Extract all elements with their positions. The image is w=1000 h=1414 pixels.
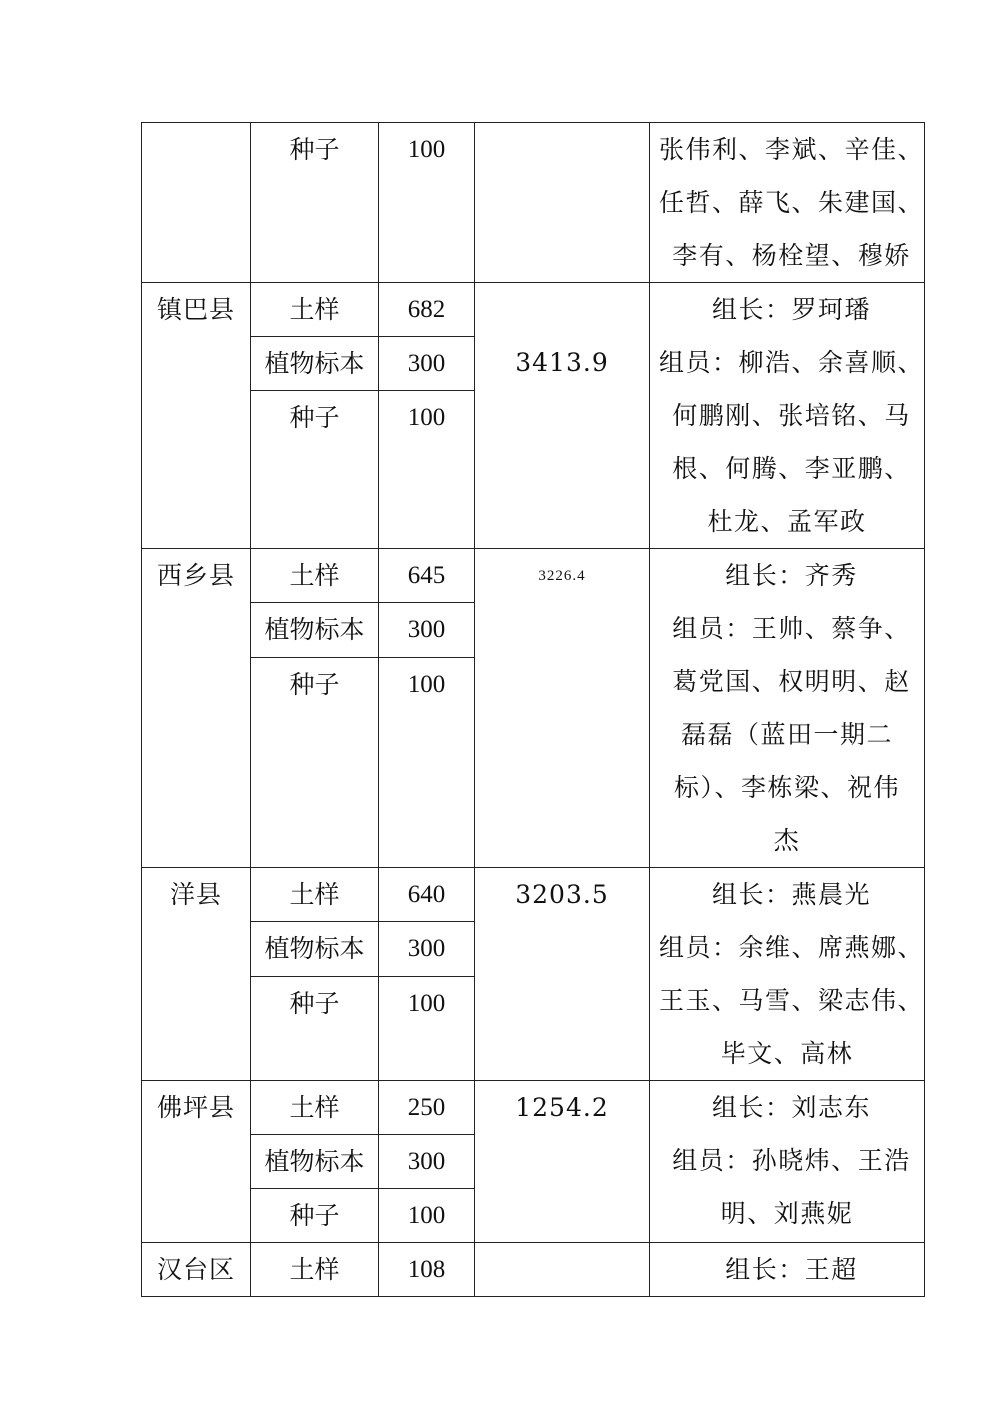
table-body	[142, 123, 925, 1297]
sample-type-cell: 土样	[251, 1243, 379, 1297]
members-line: 组长：刘志东	[712, 1093, 872, 1122]
area-cell	[475, 123, 650, 283]
members-line: 组长：罗珂璠	[712, 295, 872, 324]
area-cell	[475, 283, 650, 549]
sample-type-cell: 种子	[251, 976, 379, 1081]
members-line: 组长：齐秀	[725, 561, 858, 590]
sample-count-cell: 100	[379, 1189, 475, 1243]
members-cell	[650, 868, 925, 1081]
area-value: 3203.5	[515, 880, 609, 909]
members-line: 任哲、薛飞、朱建国、	[659, 188, 925, 217]
sample-count-cell: 108	[379, 1243, 475, 1297]
table-row	[142, 283, 925, 337]
members-line: 组员：孙晓炜、王浩	[672, 1146, 911, 1175]
sample-type-cell: 土样	[251, 549, 379, 603]
sample-type-cell: 种子	[251, 391, 379, 549]
county-cell: 汉台区	[142, 1243, 251, 1297]
sample-count-cell: 300	[379, 922, 475, 976]
area-value: 3226.4	[538, 568, 586, 584]
members-line: 杰	[773, 826, 801, 855]
table-row	[142, 549, 925, 603]
table-row	[142, 1243, 925, 1297]
members-line: 毕文、高林	[720, 1039, 854, 1068]
sample-type-cell: 种子	[251, 1189, 379, 1243]
table-row	[142, 868, 925, 922]
sample-type-cell: 种子	[251, 657, 379, 867]
area-cell	[475, 1081, 650, 1243]
sample-count-cell: 100	[379, 657, 475, 867]
area-cell	[475, 868, 650, 1081]
members-line: 组员：柳浩、余喜顺、	[659, 348, 925, 377]
members-cell	[650, 1081, 925, 1243]
county-cell	[142, 123, 251, 283]
members-line: 组员：余维、席燕娜、	[659, 933, 925, 962]
members-line: 李有、杨栓望、穆娇	[672, 241, 911, 270]
sampling-table	[141, 122, 925, 1297]
table-row	[142, 123, 925, 283]
members-line: 组员：王帅、蔡争、	[672, 614, 911, 643]
sample-type-cell: 种子	[251, 123, 379, 283]
sample-type-cell: 植物标本	[251, 603, 379, 657]
members-line: 何鹏刚、张培铭、马	[672, 401, 911, 430]
sample-type-cell: 土样	[251, 868, 379, 922]
county-cell: 佛坪县	[142, 1081, 251, 1243]
sample-type-cell: 植物标本	[251, 922, 379, 976]
members-cell	[650, 549, 925, 868]
area-cell	[475, 549, 650, 868]
sample-type-cell: 植物标本	[251, 337, 379, 391]
sample-count-cell: 300	[379, 1135, 475, 1189]
sample-count-cell: 645	[379, 549, 475, 603]
area-value: 1254.2	[515, 1093, 609, 1122]
members-line: 明、刘燕妮	[720, 1199, 854, 1228]
table-row	[142, 1081, 925, 1135]
members-line: 组长：王超	[725, 1255, 858, 1284]
members-line: 王玉、马雪、梁志伟、	[659, 986, 925, 1015]
members-line: 根、何腾、李亚鹏、	[672, 454, 911, 483]
sample-count-cell: 640	[379, 868, 475, 922]
area-cell	[475, 1243, 650, 1297]
county-cell: 洋县	[142, 868, 251, 1081]
area-value: 3413.9	[515, 348, 609, 377]
county-cell: 西乡县	[142, 549, 251, 868]
members-line: 葛党国、权明明、赵	[672, 667, 911, 696]
members-cell	[650, 283, 925, 549]
sample-count-cell: 250	[379, 1081, 475, 1135]
members-line: 组长：燕晨光	[712, 880, 872, 909]
sample-count-cell: 100	[379, 391, 475, 549]
sample-count-cell: 300	[379, 337, 475, 391]
sample-type-cell: 土样	[251, 283, 379, 337]
members-cell	[650, 123, 925, 283]
sample-count-cell: 100	[379, 123, 475, 283]
sample-type-cell: 植物标本	[251, 1135, 379, 1189]
members-line: 磊磊（蓝田一期二	[681, 720, 894, 749]
members-cell	[650, 1243, 925, 1297]
members-line: 张伟利、李斌、辛佳、	[659, 135, 925, 164]
members-line: 标）、李栋梁、祝伟	[674, 773, 901, 802]
sample-count-cell: 100	[379, 976, 475, 1081]
county-cell: 镇巴县	[142, 283, 251, 549]
members-line: 杜龙、孟军政	[707, 507, 867, 536]
sample-count-cell: 300	[379, 603, 475, 657]
sample-type-cell: 土样	[251, 1081, 379, 1135]
sample-count-cell: 682	[379, 283, 475, 337]
